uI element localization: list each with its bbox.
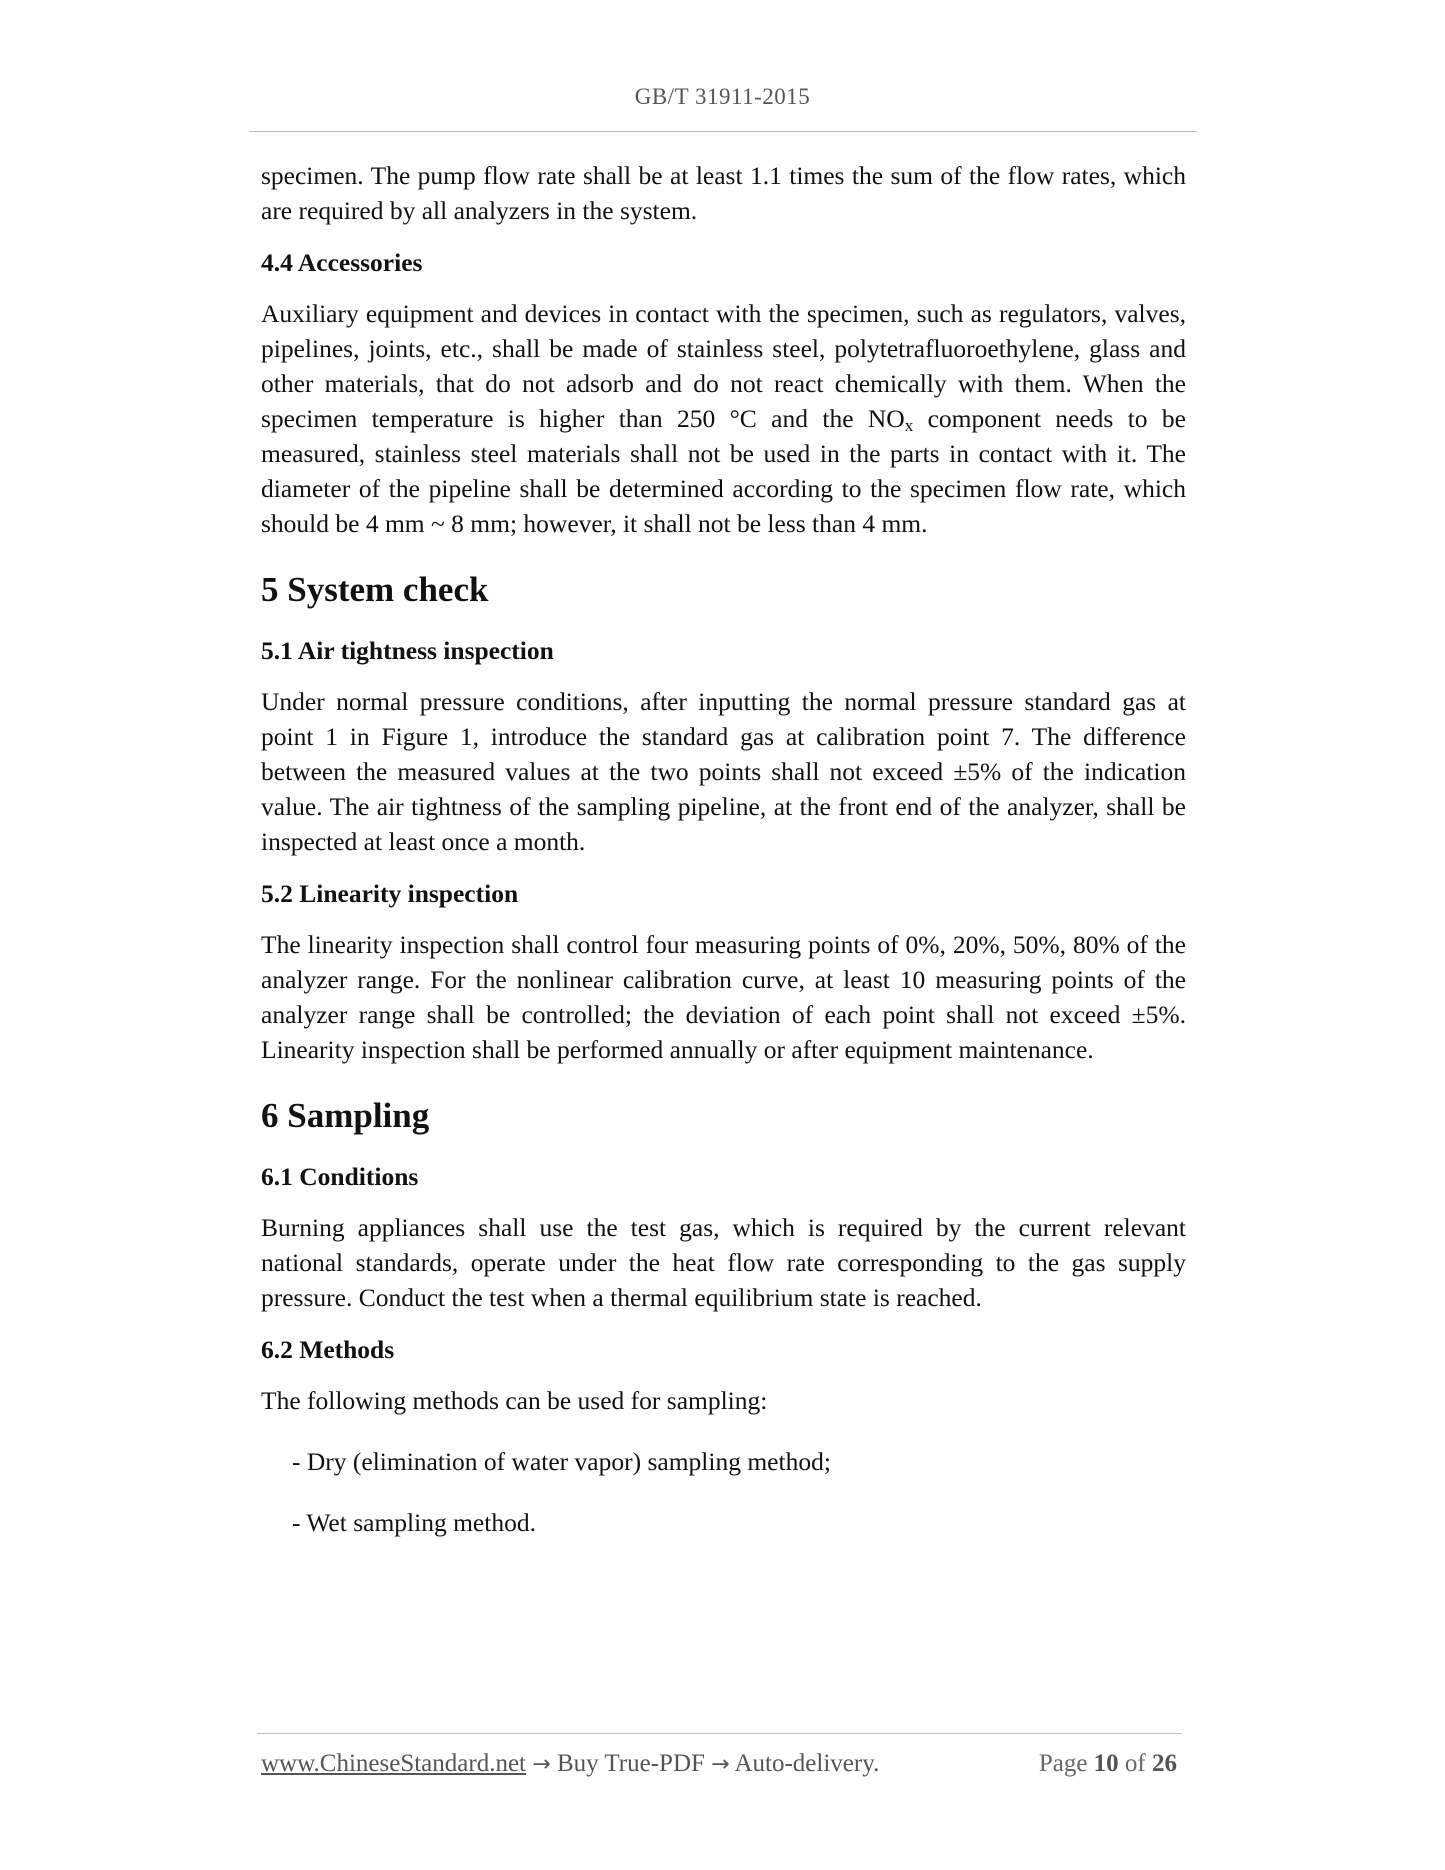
page-number: [1039, 1750, 1177, 1778]
of-label: of: [1124, 1750, 1146, 1777]
arrow-right-icon: →: [532, 1752, 551, 1777]
section-5-1-paragraph: Under normal pressure conditions, after inputting the normal pressure standard gas at point 1 in Figure 1, introduce the standard gas at calibration point 7. The difference between the measured values at the two points shall not exceed ±5% of the indication value. The air tightness of the sampling pipeline, at the front end of the analyzer, shall be inspected at least once a month.: [261, 687, 1186, 856]
paragraph-continued: specimen. The pump flow rate shall be at least 1.1 times the sum of the flow rates, which are required by all analyzers in the system.: [261, 161, 1186, 225]
footer-divider: [257, 1733, 1182, 1734]
header-doc-code: GB/T 31911-2015: [634, 84, 811, 109]
section-5-1-heading: 5.1 Air tightness inspection: [261, 636, 554, 665]
arrow-right-icon: →: [711, 1752, 730, 1777]
page-content: [261, 158, 1186, 1540]
section-6-1-paragraph: Burning appliances shall use the test gas, which is required by the current relevant national standards, operate under the heat flow rate corresponding to the gas supply pressure. Conduct the test when a thermal equilibrium state is reached.: [261, 1213, 1186, 1312]
auto-delivery-text: Auto-delivery.: [734, 1750, 880, 1777]
section-6-2-heading: 6.2 Methods: [261, 1335, 395, 1364]
list-item: - Dry (elimination of water vapor) sampling method;: [292, 1447, 831, 1476]
list-item: - Wet sampling method.: [292, 1508, 536, 1537]
nox-subscript: x: [904, 416, 914, 435]
site-link[interactable]: www.ChineseStandard.net: [261, 1750, 526, 1777]
page-label: Page: [1038, 1750, 1088, 1777]
section-4-4-text-a: Auxiliary equipment and devices in contact with the specimen, such as regulators, valves, pipelines, joints, etc., shall be made of stainless steel, polytetrafluoroethylene, glass and other materials, that do not adsorb and do not react chemically with them. When the specimen temperature is higher than 250 °C and the NO: [261, 299, 1186, 433]
section-5-heading: 5 System check: [261, 570, 489, 609]
section-4-4-text-b: component needs to be measured, stainless steel materials shall not be used in the parts in contact with it. The diameter of the pipeline shall be determined according to the specimen flow rate, which should be 4 mm ~ 8 mm; however, it shall not be less than 4 mm.: [261, 404, 1186, 538]
section-5-2-heading: 5.2 Linearity inspection: [261, 879, 519, 908]
section-6-1-heading: 6.1 Conditions: [261, 1162, 419, 1191]
page-total: 26: [1152, 1750, 1177, 1777]
section-6-heading: 6 Sampling: [261, 1096, 430, 1135]
header-divider: [249, 131, 1197, 132]
section-4-4-heading: 4.4 Accessories: [261, 248, 423, 277]
section-5-2-paragraph: The linearity inspection shall control four measuring points of 0%, 20%, 50%, 80% of the analyzer range. For the nonlinear calibration curve, at least 10 measuring points of the analyzer range shall be controlled; the deviation of each point shall not exceed ±5%. Linearity inspection shall be performed annually or after equipment maintenance.: [261, 930, 1186, 1064]
footer-promo: [261, 1750, 879, 1778]
buy-true-pdf-text: Buy True-PDF: [556, 1750, 705, 1777]
page-current: 10: [1093, 1750, 1119, 1777]
section-4-4-paragraph: [261, 296, 1186, 541]
section-6-2-paragraph: The following methods can be used for sampling:: [261, 1386, 768, 1415]
